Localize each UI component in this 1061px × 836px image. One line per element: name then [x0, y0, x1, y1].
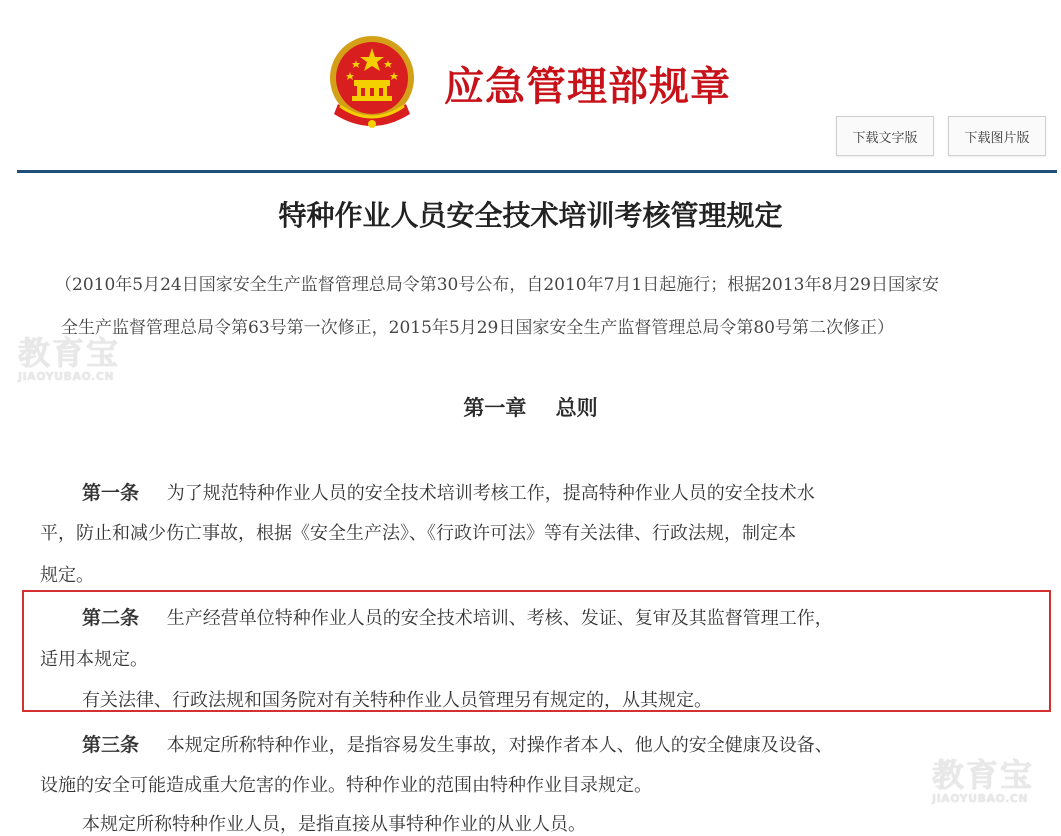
header-divider — [17, 170, 1057, 173]
download-image-button[interactable]: 下载图片版 — [948, 116, 1046, 156]
article-text-line: 适用本规定。 — [40, 649, 148, 670]
article-label: 第二条 — [82, 607, 140, 629]
chapter-heading: 第一章 总则 — [463, 396, 598, 420]
article-text-line: 设施的安全可能造成重大危害的作业。特种作业的范围由特种作业目录规定。 — [40, 775, 652, 796]
article-text-line: 本规定所称特种作业人员，是指直接从事特种作业的从业人员。 — [82, 814, 586, 835]
watermark-brand: 教育宝 — [932, 756, 1035, 794]
watermark-domain: JIAOYUBAO.CN — [18, 370, 115, 383]
watermark-domain: JIAOYUBAO.CN — [932, 792, 1029, 805]
national-emblem-icon — [326, 34, 418, 134]
article-label: 第三条 — [82, 734, 140, 756]
org-title: 应急管理部规章 — [444, 64, 731, 110]
article-text-line: 生产经营单位特种作业人员的安全技术培训、考核、发证、复审及其监督管理工作， — [166, 608, 833, 629]
article-text-line: 有关法律、行政法规和国务院对有关特种作业人员管理另有规定的，从其规定。 — [82, 690, 712, 711]
watermark-brand: 教育宝 — [18, 334, 121, 372]
article-text-line: 本规定所称特种作业，是指容易发生事故，对操作者本人、他人的安全健康及设备、 — [166, 735, 833, 756]
document-title: 特种作业人员安全技术培训考核管理规定 — [278, 199, 783, 232]
article-text-line: 规定。 — [40, 565, 94, 586]
article-text-line: 为了规范特种作业人员的安全技术培训考核工作，提高特种作业人员的安全技术水 — [166, 483, 815, 504]
article-text-line: 平，防止和减少伤亡事故，根据《安全生产法》、《行政许可法》等有关法律、行政法规，制定本 — [40, 523, 796, 544]
subtitle-line: （2010年5月24日国家安全生产监督管理总局令第30号公布，自2010年7月1日起施行；根据2013年8月29日国家安 — [55, 275, 939, 295]
subtitle-line: 全生产监督管理总局令第63号第一次修正，2015年5月29日国家安全生产监督管理总局令第80号第二次修正） — [61, 318, 894, 338]
watermark — [932, 750, 1034, 805]
article-label: 第一条 — [82, 482, 140, 504]
download-text-button[interactable]: 下载文字版 — [836, 116, 934, 156]
